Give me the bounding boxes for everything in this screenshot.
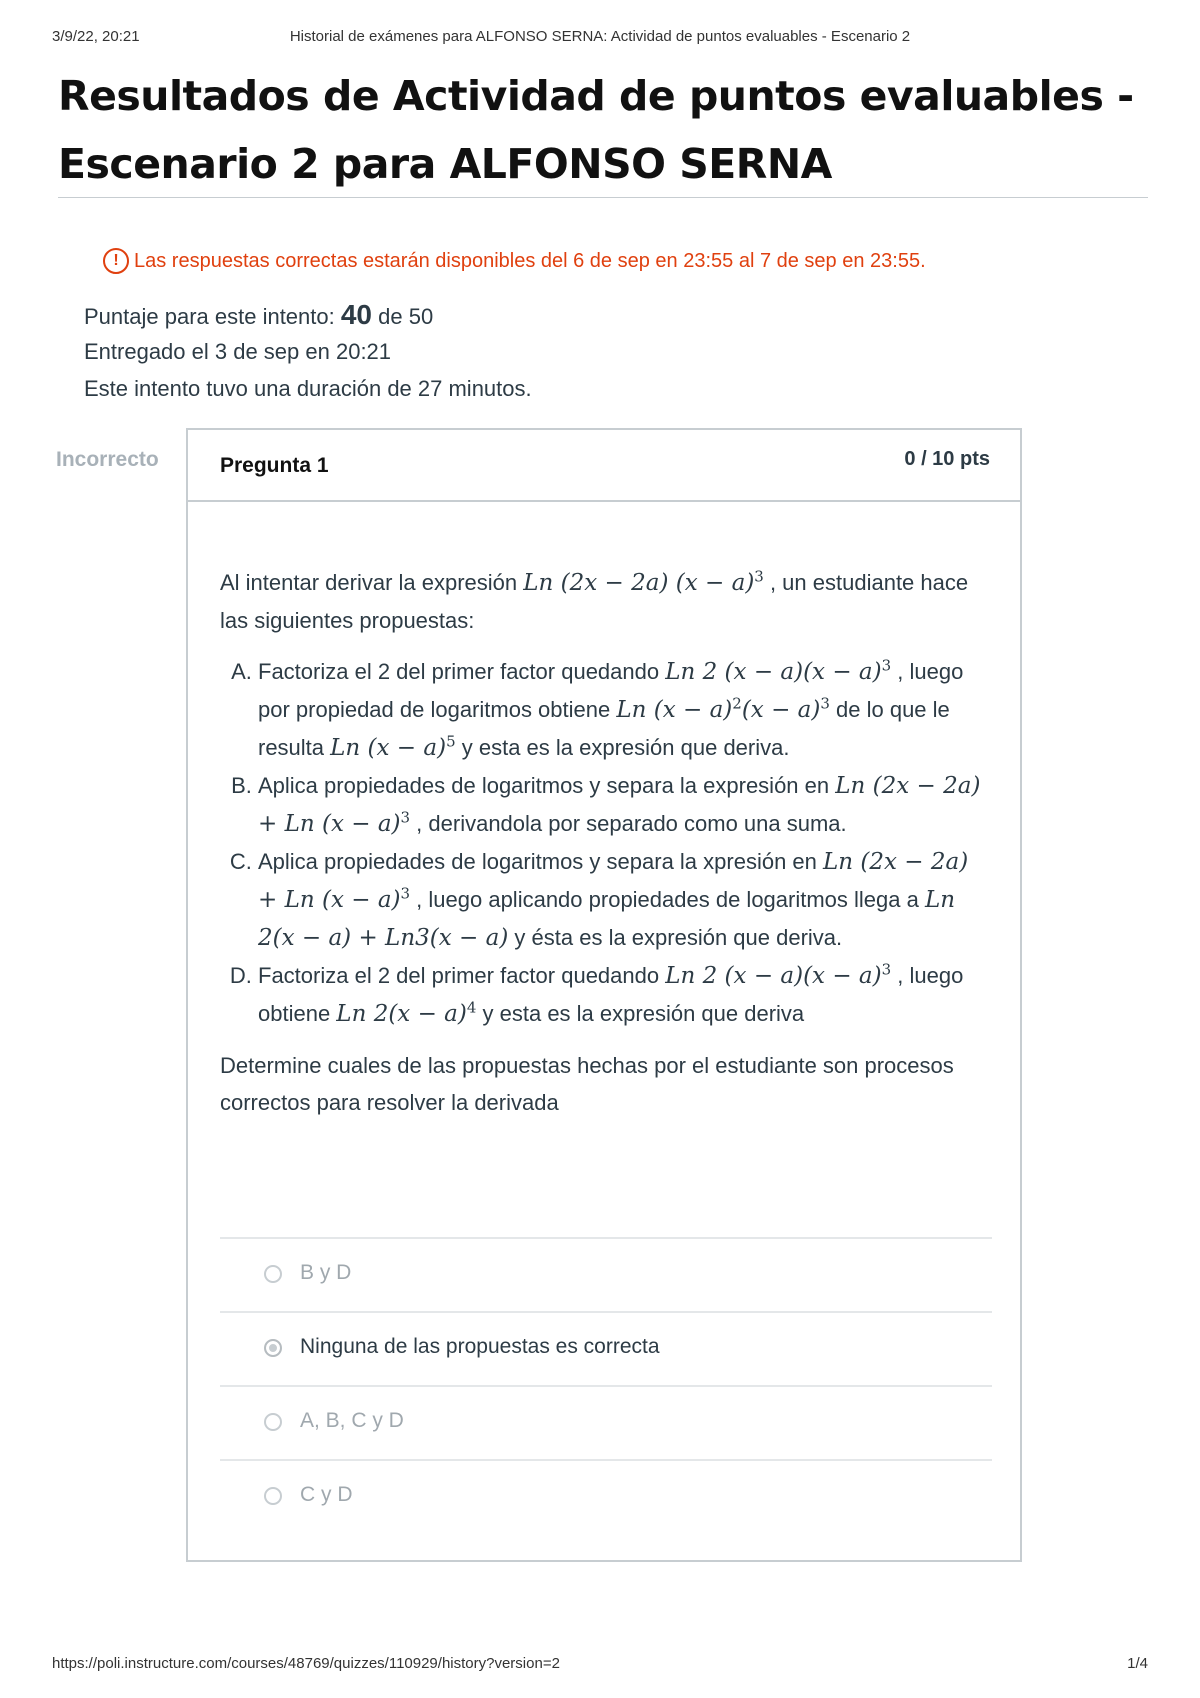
proposal-b (258, 767, 990, 843)
proposal-math (336, 998, 477, 1027)
radio-button[interactable] (264, 1265, 282, 1283)
exponent: 3 (881, 960, 892, 979)
page-number: 1/4 (1127, 1655, 1148, 1672)
proposal-d (258, 957, 990, 1033)
radio-button[interactable] (264, 1487, 282, 1505)
proposal-list (220, 653, 990, 1033)
answer-option[interactable] (220, 1459, 992, 1533)
question-body (220, 564, 990, 1121)
question-prompt: Determine cuales de las propuestas hechas por el estudiante son procesos correctos para resolver la derivada (220, 1053, 954, 1115)
expression: Ln 2(x − a) (336, 1001, 467, 1027)
exponent: 3 (881, 656, 892, 675)
proposal-text: , luego por propiedad de logaritmos obtiene (258, 659, 964, 722)
page-title: Resultados de Actividad de puntos evaluables - Escenario 2 para ALFONSO SERNA (58, 72, 1134, 188)
intro-text-end: , un estudiante hace las siguientes propuestas: (220, 570, 969, 633)
expression: Ln (2x − 2a) + Ln (x − a) (258, 849, 969, 913)
answer-label: C y D (300, 1483, 353, 1506)
expression: Ln (2x − 2a) + Ln (x − a) (258, 773, 981, 837)
expression: Ln (x − a) (616, 697, 733, 723)
exponent: 4 (466, 998, 477, 1017)
proposal-math (665, 656, 892, 685)
expression: Ln 2 (x − a)(x − a) (665, 963, 882, 989)
question-intro (220, 564, 990, 639)
intro-math (523, 567, 764, 596)
duration-line: Este intento tuvo una duración de 27 minutos. (84, 376, 532, 401)
question-header (188, 430, 1020, 502)
intro-text: Al intentar derivar la expresión (220, 570, 524, 595)
proposal-text: , derivandola por separado como una suma. (410, 811, 847, 836)
radio-button-selected[interactable] (264, 1339, 282, 1357)
question-points: 0 / 10 pts (904, 448, 990, 470)
answers-availability-notice (103, 248, 926, 274)
radio-button[interactable] (264, 1413, 282, 1431)
question-status-label: Incorrecto (56, 448, 159, 471)
notice-text: Las respuestas correctas estarán disponibles del 6 de sep en 23:55 al 7 de sep en 23:55. (134, 249, 926, 272)
expression: Ln (x − a) (330, 735, 447, 761)
attempt-summary (84, 296, 532, 407)
print-header (52, 28, 1148, 48)
score-line (84, 296, 532, 333)
proposal-text: , luego obtiene (258, 963, 964, 1026)
exponent: 3 (754, 567, 764, 586)
answer-list (220, 1237, 992, 1533)
exclamation-circle-icon: ! (103, 248, 129, 274)
proposal-c (258, 843, 990, 957)
expression: (x − a) (741, 697, 821, 723)
exponent: 2 (732, 694, 742, 713)
score-value: 40 (340, 299, 373, 330)
print-footer (52, 1655, 1148, 1675)
proposal-text: y esta es la expresión que deriva. (455, 735, 790, 760)
proposal-a (258, 653, 990, 767)
proposal-text: , luego aplicando propiedades de logaritmos llega a (410, 887, 925, 912)
proposal-text: Factoriza el 2 del primer factor quedando (258, 659, 666, 684)
exponent: 3 (400, 884, 411, 903)
answer-option[interactable] (220, 1385, 992, 1459)
proposal-text: Aplica propiedades de logaritmos y separa la expresión en (258, 773, 836, 798)
question-card (186, 428, 1022, 1562)
proposal-math (616, 694, 830, 723)
print-date: 3/9/22, 20:21 (52, 28, 140, 45)
print-document-title: Historial de exámenes para ALFONSO SERNA: Actividad de puntos evaluables - Escenario 2 (289, 28, 911, 45)
title-divider (58, 197, 1148, 198)
answer-option-selected[interactable] (220, 1311, 992, 1385)
proposal-text: y ésta es la expresión que deriva. (508, 925, 843, 950)
question-name: Pregunta 1 (220, 454, 329, 477)
proposal-text: Aplica propiedades de logaritmos y separa la xpresión en (258, 849, 823, 874)
proposal-math (330, 732, 456, 761)
expression: Ln 2(x − a) + Ln3(x − a) (258, 887, 956, 951)
exponent: 3 (820, 694, 830, 713)
answer-option[interactable] (220, 1237, 992, 1311)
print-url: https://poli.instructure.com/courses/48769/quizzes/110929/history?version=2 (52, 1655, 560, 1672)
score-suffix: de 50 (372, 304, 434, 329)
answer-label: B y D (300, 1261, 352, 1284)
proposal-text: de lo que le resulta (258, 697, 950, 760)
answer-label: A, B, C y D (300, 1409, 404, 1432)
score-prefix: Puntaje para este intento: (84, 304, 341, 329)
answer-label: Ninguna de las propuestas es correcta (300, 1335, 660, 1358)
exponent: 3 (400, 808, 411, 827)
exponent: 5 (446, 732, 456, 751)
proposal-math (665, 960, 892, 989)
proposal-text: y esta es la expresión que deriva (476, 1001, 805, 1026)
intro-expression: Ln (2x − 2a) (x − a) (523, 570, 755, 596)
expression: Ln 2 (x − a)(x − a) (665, 659, 882, 685)
proposal-text: Factoriza el 2 del primer factor quedando (258, 963, 666, 988)
submitted-line: Entregado el 3 de sep en 20:21 (84, 339, 392, 364)
